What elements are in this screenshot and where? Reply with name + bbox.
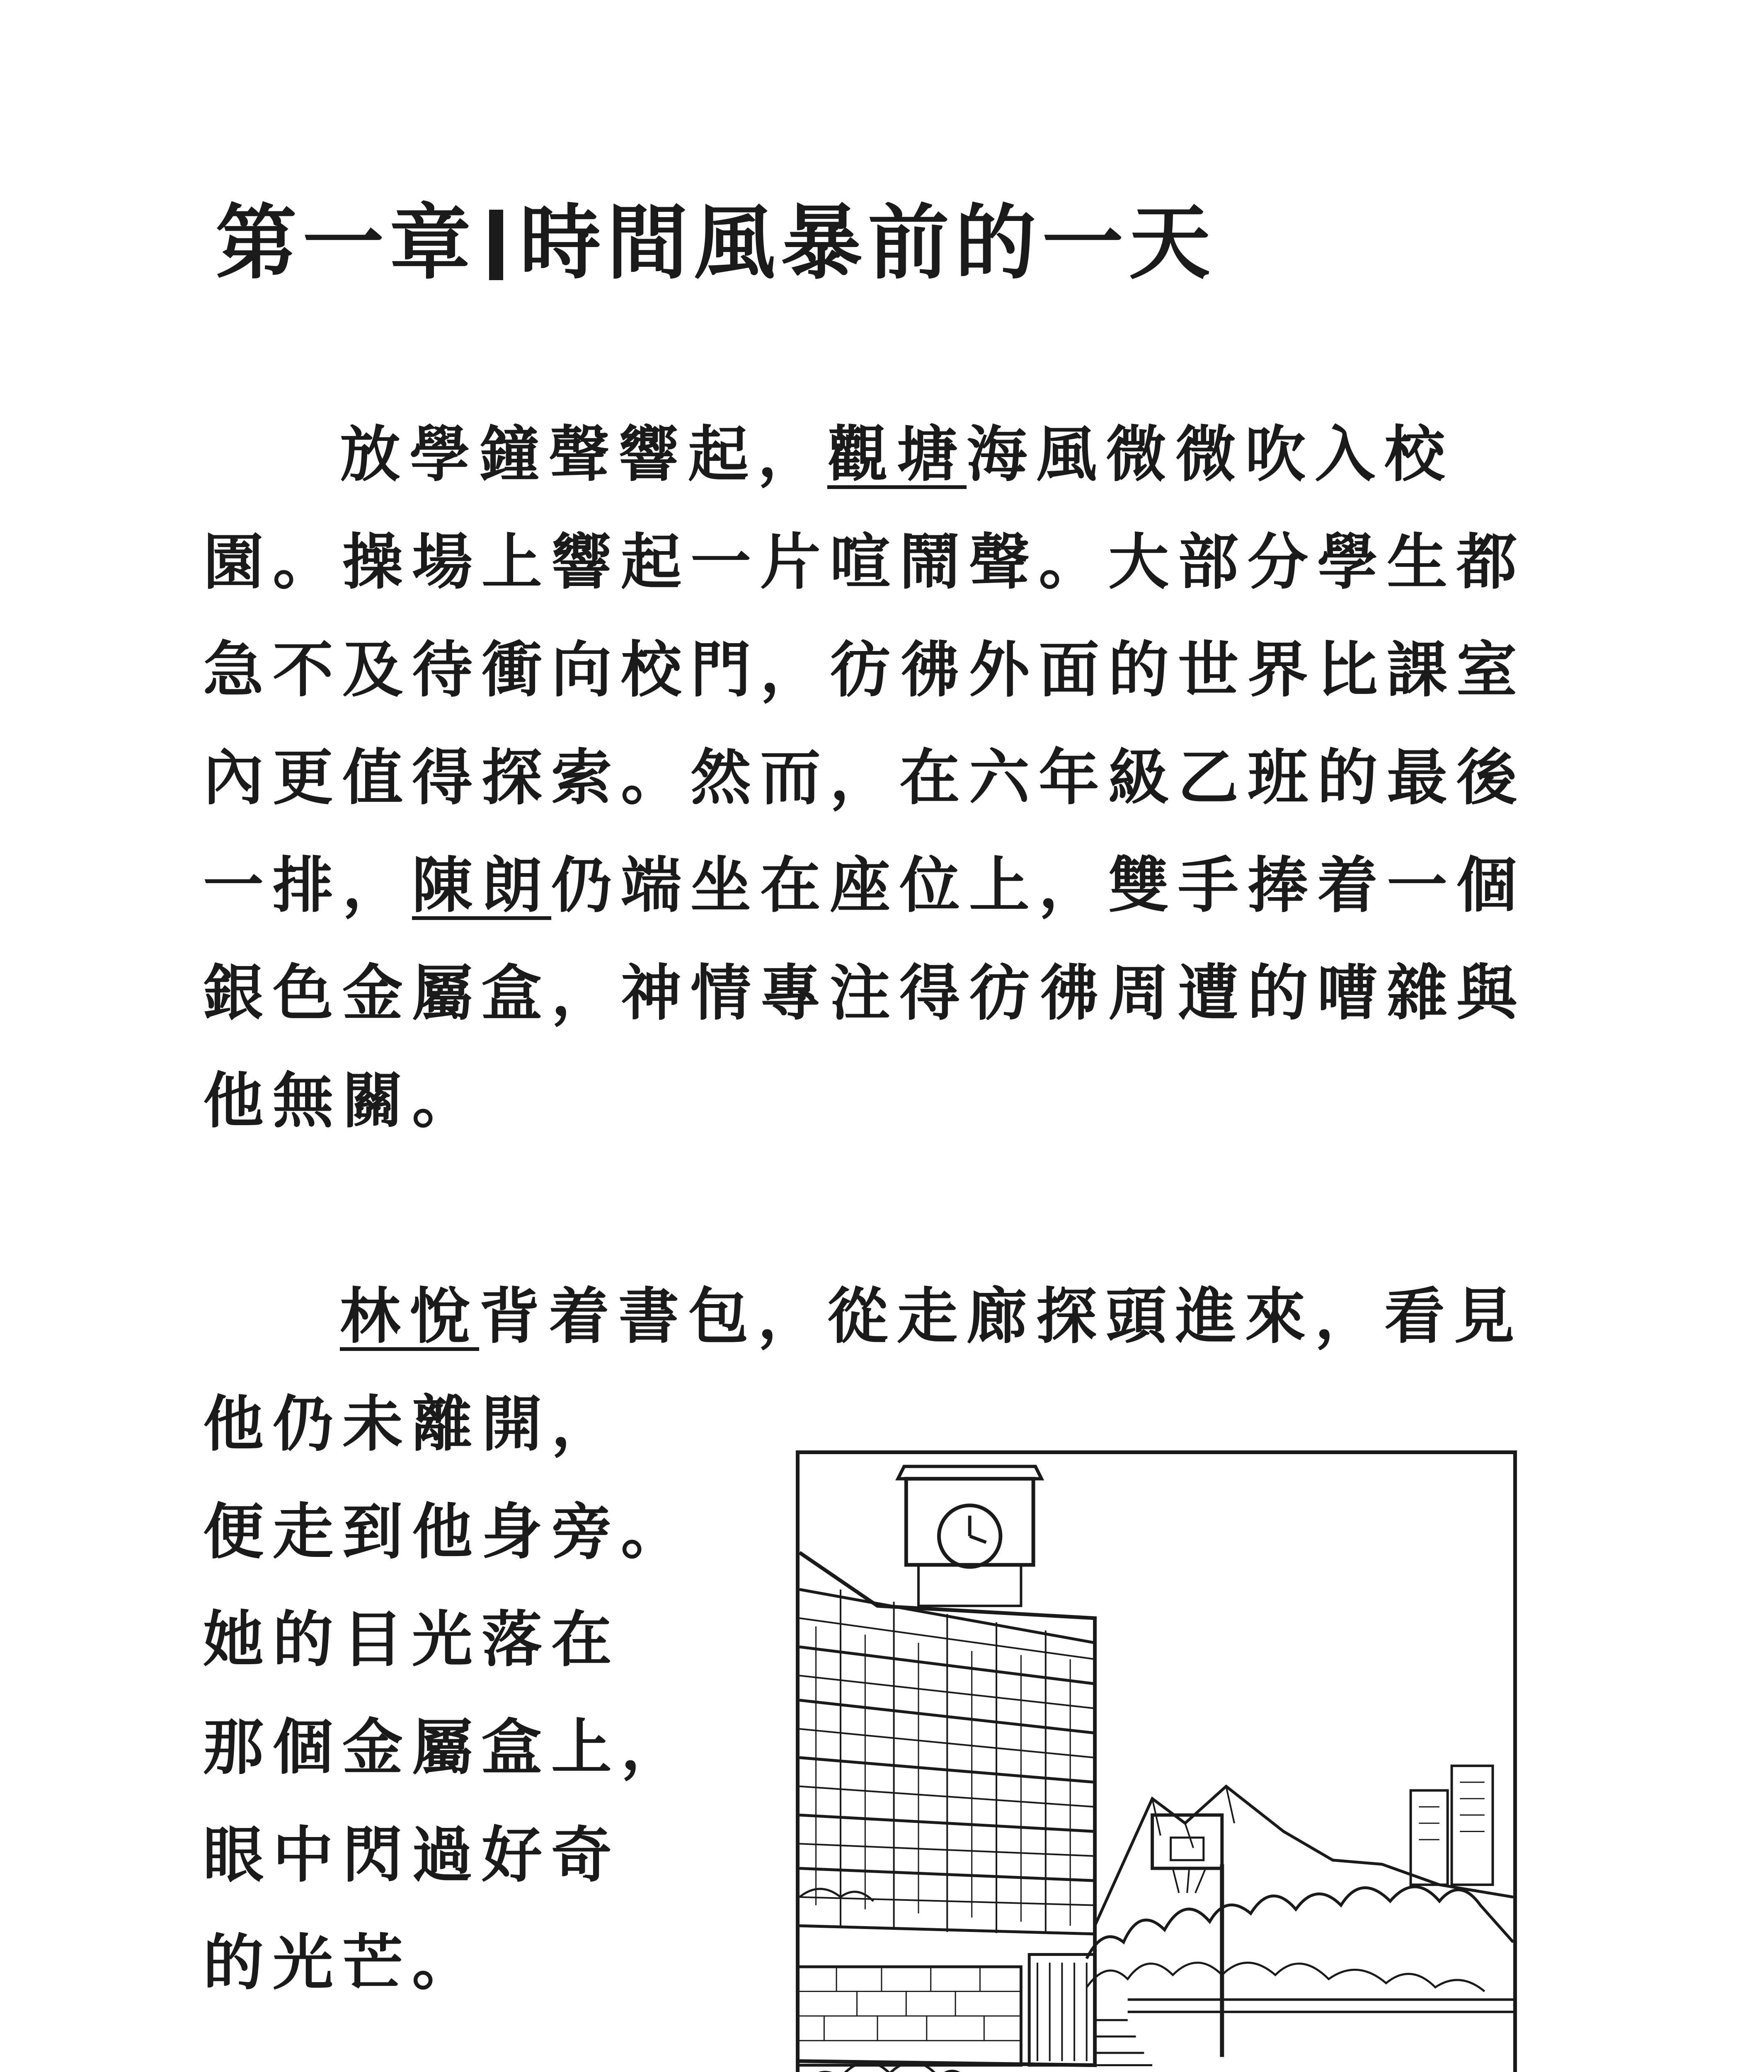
- text-line: 他無關。: [203, 1066, 482, 1136]
- text-span: 背着書包，從走廊探頭進來，看見: [479, 1281, 1524, 1352]
- text-span: 一排，: [203, 850, 412, 921]
- text-span: 海風微微吹入校: [967, 419, 1454, 490]
- chapter-number: 第一章: [216, 196, 477, 290]
- text-line: 她的目光落在: [203, 1605, 621, 1675]
- school-illustration: [796, 1450, 1517, 2072]
- title-divider: [489, 210, 503, 280]
- text-span: 仍端坐在座位上，雙手捧着一個: [551, 850, 1526, 921]
- text-line: 銀色金屬盒，神情專注得彷彿周遭的嘈雜與: [203, 958, 1526, 1029]
- text-line: 那個金屬盒上，: [203, 1712, 691, 1783]
- text-line: 眼中閃過好奇: [203, 1820, 621, 1890]
- text-line: [340, 419, 1454, 491]
- text-line: [203, 850, 1526, 922]
- character-name-chan-long: 陳朗: [412, 850, 551, 921]
- text-line: 急不及待衝向校門，彷彿外面的世界比課室: [203, 635, 1526, 705]
- text-span: 放學鐘聲響起，: [340, 419, 827, 490]
- chapter-name: 時間風暴前的一天: [520, 196, 1216, 290]
- text-line: 的光芒。: [203, 1928, 482, 1998]
- text-line: 他仍未離開，: [203, 1389, 621, 1460]
- place-name-kwun-tong: 觀塘: [827, 419, 967, 490]
- text-line: 內更值得探索。然而，在六年級乙班的最後: [203, 743, 1526, 813]
- chapter-title: [216, 195, 1216, 292]
- school-building-illustration: [800, 1454, 1513, 2072]
- text-line: [340, 1280, 1524, 1353]
- character-name-lam-yuet: 林悅: [340, 1281, 479, 1352]
- text-line: 便走到他身旁。: [203, 1497, 691, 1567]
- text-line: 園。操場上響起一片喧鬧聲。大部分學生都: [203, 527, 1526, 598]
